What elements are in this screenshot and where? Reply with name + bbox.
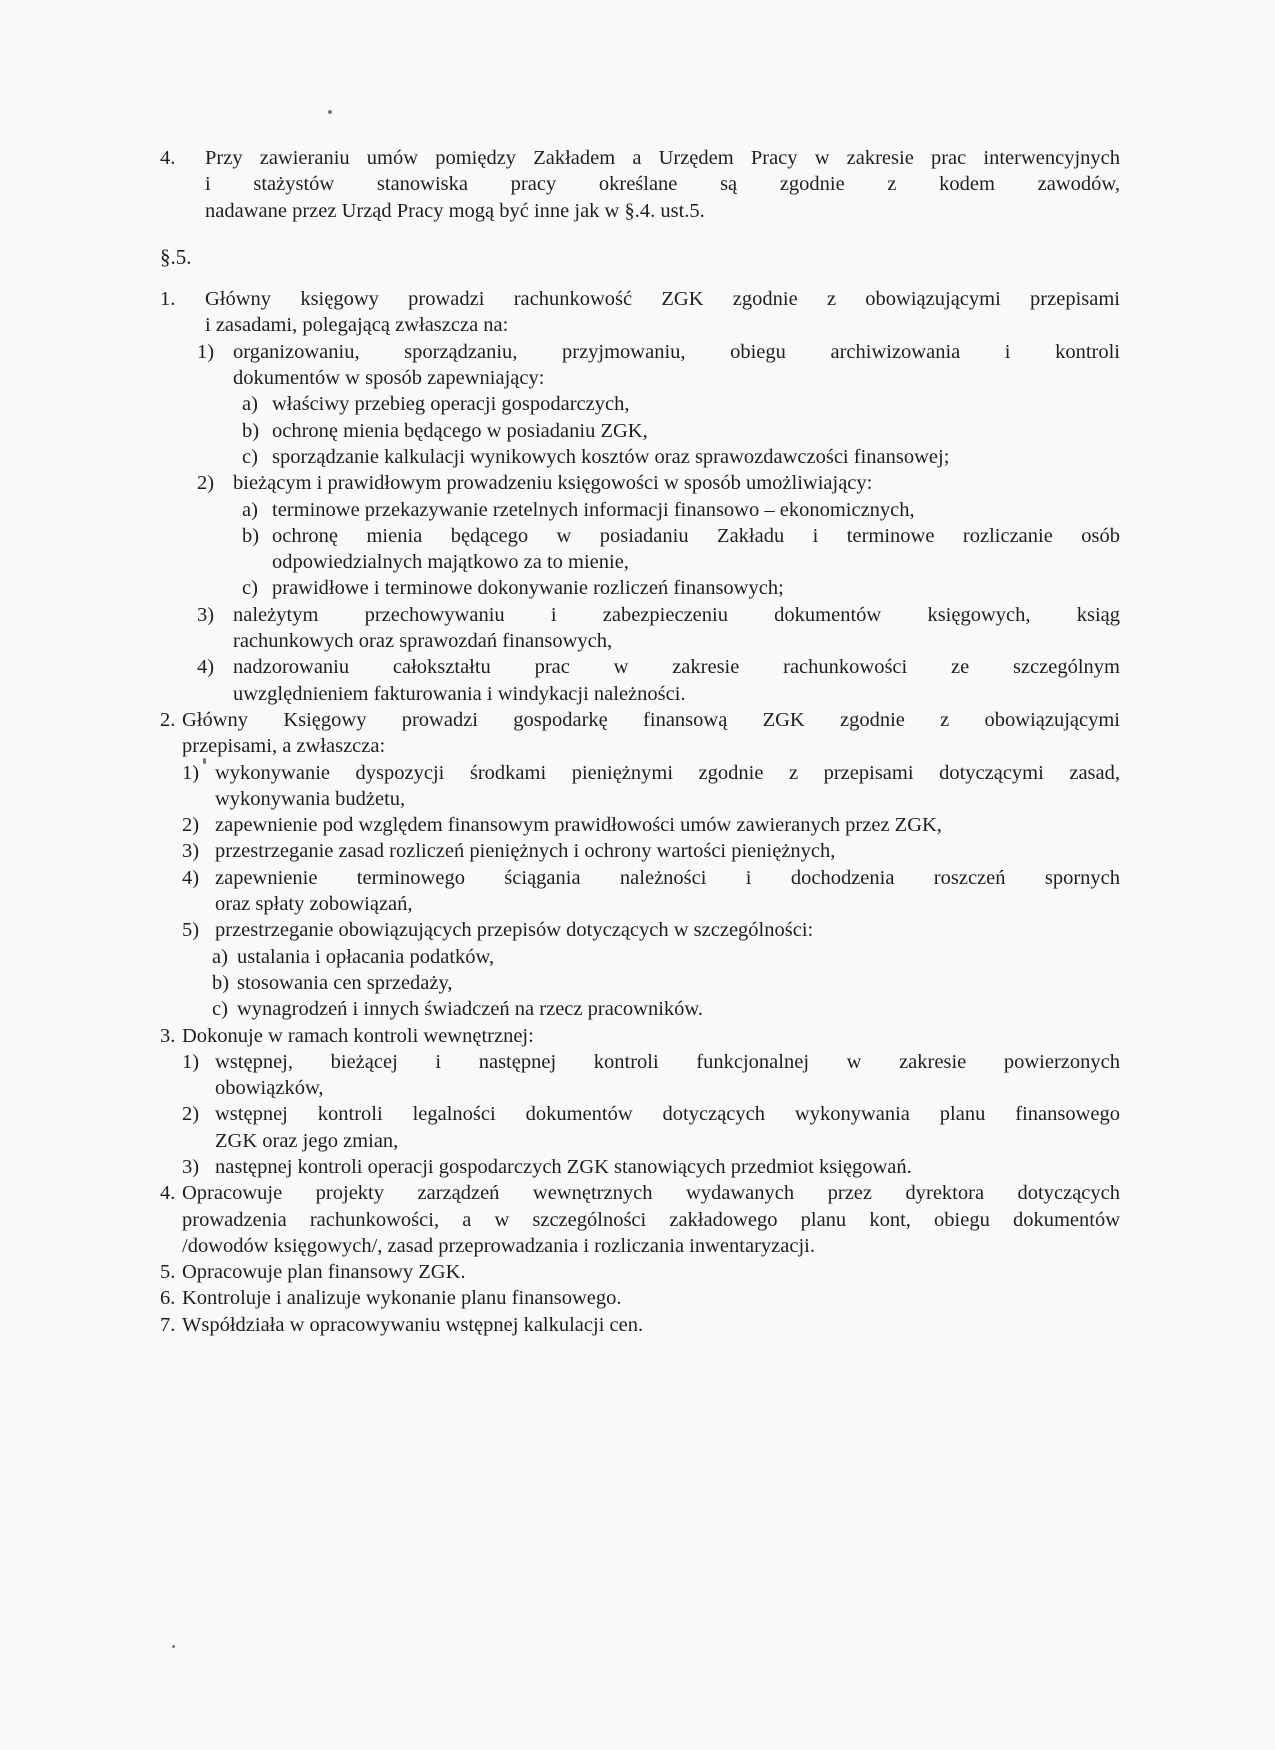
paragraph-number: 4. (160, 147, 176, 169)
list-item (160, 654, 1120, 707)
item-letter: c) (242, 445, 258, 468)
text-line: następnej kontroli operacji gospodarczych ZGK stanowiących przedmiot księgowań. (215, 1155, 912, 1178)
item-letter: b) (242, 419, 260, 442)
item-number: 3) (182, 1155, 200, 1178)
paragraph-4-top (160, 145, 1120, 224)
text-line: Współdziała w opracowywaniu wstępnej kalkulacji cen. (182, 1313, 644, 1336)
text-line: Dokonuje w ramach kontroli wewnętrznej: (182, 1024, 534, 1047)
text-line: Kontroluje i analizuje wykonanie planu finansowego. (182, 1287, 622, 1310)
scan-speck (172, 1645, 175, 1648)
text-line: odpowiedzialnych majątkowo za to mienie, (272, 551, 629, 574)
text-line: uwzględnieniem fakturowania i windykacji należności. (233, 682, 686, 705)
list-item (160, 339, 1120, 392)
list-item (160, 1101, 1120, 1154)
item-number: 1) (182, 761, 200, 784)
item-letter: b) (242, 524, 260, 547)
text-line: Główny Księgowy prowadzi gospodarkę finansową ZGK zgodnie z obowiązującymi (182, 708, 1120, 731)
text-line: obowiązków, (215, 1077, 324, 1100)
list-item (160, 1154, 1120, 1180)
paragraph-number: 3. (160, 1024, 176, 1047)
text-line: wstępnej, bieżącej i następnej kontroli funkcjonalnej w zakresie powierzonych (215, 1050, 1120, 1073)
text-line: sporządzanie kalkulacji wynikowych kosztów oraz sprawozdawczości finansowej; (272, 445, 950, 468)
text-line: Główny księgowy prowadzi rachunkowość ZGK zgodnie z obowiązującymi przepisami (205, 288, 1120, 311)
paragraph-4 (160, 1180, 1120, 1259)
paragraph-5 (160, 1259, 1120, 1285)
text-line: zapewnienie pod względem finansowym prawidłowości umów zawieranych przez ZGK, (215, 814, 942, 837)
item-letter: a) (212, 945, 228, 968)
text-line: Opracowuje projekty zarządzeń wewnętrznych wydawanych przez dyrektora dotyczących (182, 1182, 1120, 1205)
text-line: oraz spłaty zobowiązań, (215, 893, 413, 916)
text-line: bieżącym i prawidłowym prowadzeniu księgowości w sposób umożliwiający: (233, 472, 873, 495)
text-line: wykonywanie dyspozycji środkami pieniężnymi zgodnie z przepisami dotyczącymi zasad, (215, 761, 1120, 784)
text-line: zapewnienie terminowego ściągania należności i dochodzenia roszczeń spornych (215, 866, 1120, 889)
item-number: 4) (182, 866, 200, 889)
text-line: dokumentów w sposób zapewniający: (233, 367, 545, 390)
list-item (160, 470, 1120, 496)
text-line: przestrzeganie obowiązujących przepisów dotyczących w szczególności: (215, 919, 814, 942)
text-line: nadzorowaniu całokształtu prac w zakresie rachunkowości ze szczególnym (233, 656, 1120, 679)
paragraph-number: 6. (160, 1287, 176, 1310)
paragraph-number: 1. (160, 288, 176, 311)
text-line: i stażystów stanowiska pracy określane są zgodnie z kodem zawodów, (205, 173, 1120, 196)
text-line: i zasadami, polegającą zwłaszcza na: (205, 314, 509, 337)
sub-item (160, 996, 1120, 1022)
section-title: §.5. (160, 244, 192, 269)
item-letter: a) (242, 498, 258, 521)
paragraph-number: 2. (160, 708, 176, 731)
item-letter: b) (212, 971, 230, 994)
item-letter: c) (212, 998, 228, 1021)
text-line: ochronę mienia będącego w posiadaniu Zakładu i terminowe rozliczanie osób (272, 524, 1120, 547)
text-line: /dowodów księgowych/, zasad przeprowadzania i rozliczania inwentaryzacji. (182, 1234, 815, 1257)
list-item (160, 1049, 1120, 1102)
list-item (160, 865, 1120, 918)
sub-item (160, 418, 1120, 444)
paragraph-2 (160, 707, 1120, 760)
text-line: ochronę mienia będącego w posiadaniu ZGK, (272, 419, 648, 442)
text-line: terminowe przekazywanie rzetelnych informacji finansowo – ekonomicznych, (272, 498, 915, 521)
text-line: nadawane przez Urząd Pracy mogą być inne jak w §.4. ust.5. (205, 199, 705, 222)
text-line: Opracowuje plan finansowy ZGK. (182, 1261, 466, 1284)
text-line: wstępnej kontroli legalności dokumentów dotyczących wykonywania planu finansowego (215, 1103, 1120, 1126)
text-line: prowadzenia rachunkowości, a w szczególności zakładowego planu kont, obiegu dokumentów (182, 1208, 1120, 1231)
item-letter: c) (242, 577, 258, 600)
item-number: 3) (182, 840, 200, 863)
item-number: 1) (182, 1050, 200, 1073)
paragraph-6 (160, 1285, 1120, 1311)
paragraph-7 (160, 1312, 1120, 1338)
item-letter: a) (242, 393, 258, 416)
sub-item (160, 944, 1120, 970)
sub-item (160, 444, 1120, 470)
list-item (160, 812, 1120, 838)
text-line: organizowaniu, sporządzaniu, przyjmowaniu, obiegu archiwizowania i kontroli (233, 340, 1120, 363)
text-line: ustalania i opłacania podatków, (237, 945, 495, 968)
text-line: prawidłowe i terminowe dokonywanie rozliczeń finansowych; (272, 577, 784, 600)
item-number: 3) (197, 603, 215, 626)
list-item (160, 838, 1120, 864)
item-number: 2) (197, 472, 215, 495)
text-line: należytym przechowywaniu i zabezpieczeniu dokumentów księgowych, ksiąg (233, 603, 1120, 626)
scan-speck (328, 110, 332, 114)
list-item (160, 602, 1120, 655)
sub-item (160, 575, 1120, 601)
document-body (160, 145, 1120, 1338)
text-line: stosowania cen sprzedaży, (237, 971, 453, 994)
paragraph-number: 7. (160, 1313, 176, 1336)
text-line: właściwy przebieg operacji gospodarczych, (272, 393, 630, 416)
text-line: Przy zawieraniu umów pomiędzy Zakładem a Urzędem Pracy w zakresie prac interwencyjnych (205, 147, 1120, 169)
text-line: wynagrodzeń i innych świadczeń na rzecz pracowników. (237, 998, 703, 1021)
sub-item (160, 497, 1120, 523)
paragraph-number: 5. (160, 1261, 176, 1284)
item-number: 5) (182, 919, 200, 942)
sub-item (160, 391, 1120, 417)
text-line: przepisami, a zwłaszcza: (182, 735, 386, 758)
text-line: wykonywania budżetu, (215, 787, 406, 810)
item-number: 2) (182, 814, 200, 837)
paragraph-number: 4. (160, 1182, 176, 1205)
sub-item (160, 970, 1120, 996)
paragraph-3 (160, 1023, 1120, 1049)
list-item (160, 760, 1120, 813)
sub-item (160, 523, 1120, 576)
list-item (160, 917, 1120, 943)
item-number: 4) (197, 656, 215, 679)
text-line: rachunkowych oraz sprawozdań finansowych, (233, 630, 613, 653)
text-line: ZGK oraz jego zmian, (215, 1129, 399, 1152)
item-number: 2) (182, 1103, 200, 1126)
text-line: przestrzeganie zasad rozliczeń pieniężnych i ochrony wartości pieniężnych, (215, 840, 836, 863)
paragraph-1 (160, 286, 1120, 339)
item-number: 1) (197, 340, 215, 363)
